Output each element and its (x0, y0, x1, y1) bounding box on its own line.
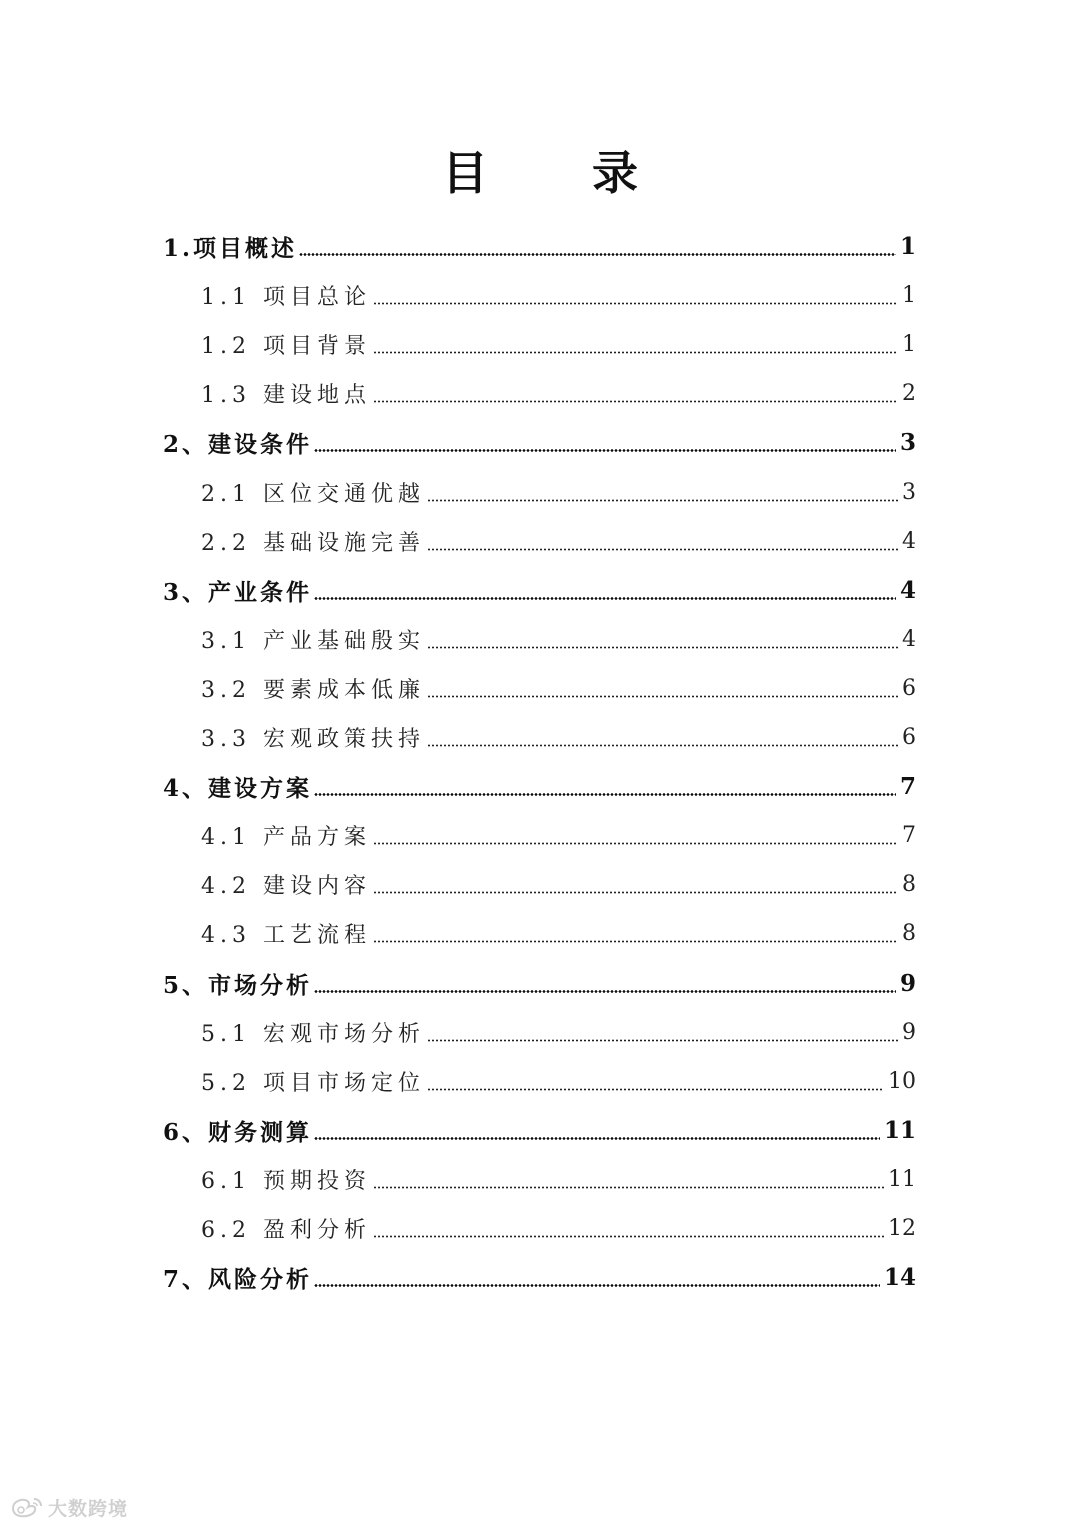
toc-entry-label: 1.2 项目背景 (201, 333, 371, 359)
toc-page-number: 11 (888, 1166, 916, 1192)
toc-chapter-row[interactable] (163, 226, 916, 266)
toc-section-row[interactable] (201, 521, 916, 561)
toc-page-number: 2 (902, 380, 916, 406)
toc-page-number: 8 (902, 871, 916, 897)
toc-entry-label: 1.3 建设地点 (201, 382, 371, 408)
toc-page-number: 9 (902, 1019, 916, 1045)
toc-entry-label: 4.3 工艺流程 (201, 922, 371, 948)
toc-entry-label: 3.1 产业基础殷实 (201, 628, 425, 654)
toc-dot-leader (427, 695, 898, 698)
toc-dot-leader (314, 1137, 880, 1140)
toc-dot-leader (314, 449, 896, 452)
toc-dot-leader (373, 302, 898, 305)
toc-dot-leader (373, 1186, 884, 1189)
toc-page-number: 7 (902, 822, 916, 848)
toc-page-number: 6 (902, 724, 916, 750)
toc-page-number: 1 (902, 282, 916, 308)
toc-section-row[interactable] (201, 1208, 916, 1248)
toc-page-number: 11 (883, 1116, 916, 1144)
toc-entry-label: 4.2 建设内容 (201, 873, 371, 899)
toc-dot-leader (314, 793, 896, 796)
toc-entry-label: 1.1 项目总论 (201, 284, 371, 310)
toc-entry-label: 3.3 宏观政策扶持 (201, 726, 425, 752)
toc-dot-leader (427, 499, 898, 502)
toc-entry-label: 3、产业条件 (163, 578, 313, 606)
toc-section-row[interactable] (201, 1159, 916, 1199)
toc-dot-leader (373, 1235, 884, 1238)
toc-chapter-row[interactable] (163, 766, 916, 806)
toc-entry-label: 5、市场分析 (163, 971, 313, 999)
toc-chapter-row[interactable] (163, 963, 916, 1003)
toc-entry-label: 1.项目概述 (163, 234, 298, 262)
toc-section-row[interactable] (201, 864, 916, 904)
toc-page-number: 4 (902, 528, 916, 554)
toc-page-number: 9 (899, 969, 916, 997)
toc-dot-leader (373, 400, 898, 403)
page-title: 目 录 (441, 146, 682, 200)
toc-dot-leader (373, 842, 898, 845)
toc-entry-label: 2.1 区位交通优越 (201, 481, 425, 507)
toc-section-row[interactable] (201, 324, 916, 364)
toc-page-number: 14 (883, 1263, 916, 1291)
toc-section-row[interactable] (201, 275, 916, 315)
toc-section-row[interactable] (201, 373, 916, 413)
toc-page-number: 6 (902, 675, 916, 701)
toc-entry-label: 4.1 产品方案 (201, 824, 371, 850)
toc-section-row[interactable] (201, 913, 916, 953)
toc-page-number: 12 (888, 1215, 916, 1241)
watermark-text: 大数跨境 (48, 1497, 129, 1520)
toc-entry-label: 3.2 要素成本低廉 (201, 677, 425, 703)
toc-page-number: 1 (899, 232, 916, 260)
watermark (10, 1492, 128, 1522)
toc-section-row[interactable] (201, 1012, 916, 1052)
toc-entry-label: 5.2 项目市场定位 (201, 1070, 425, 1096)
toc-page-number: 3 (902, 479, 916, 505)
toc-entry-label: 4、建设方案 (163, 774, 313, 802)
toc-entry-label: 6.1 预期投资 (201, 1168, 371, 1194)
toc-section-row[interactable] (201, 1061, 916, 1101)
toc-section-row[interactable] (201, 472, 916, 512)
toc-dot-leader (427, 646, 898, 649)
toc-section-row[interactable] (201, 668, 916, 708)
toc-entry-label: 5.1 宏观市场分析 (201, 1021, 425, 1047)
toc-entry-label: 7、风险分析 (163, 1265, 313, 1293)
toc-dot-leader (373, 351, 898, 354)
toc-dot-leader (427, 744, 898, 747)
toc-chapter-row[interactable] (163, 422, 916, 462)
toc-dot-leader (427, 1039, 898, 1042)
toc-dot-leader (314, 990, 896, 993)
toc-dot-leader (299, 253, 896, 256)
toc-page-number: 4 (899, 576, 916, 604)
toc-section-row[interactable] (201, 619, 916, 659)
toc-dot-leader (373, 940, 898, 943)
toc-chapter-row[interactable] (163, 1110, 916, 1150)
toc-entry-label: 6、财务测算 (163, 1118, 313, 1146)
toc-page-number: 7 (899, 772, 916, 800)
toc-chapter-row[interactable] (163, 570, 916, 610)
toc-dot-leader (314, 597, 896, 600)
toc-section-row[interactable] (201, 717, 916, 757)
toc-dot-leader (427, 1088, 884, 1091)
toc-dot-leader (314, 1284, 880, 1287)
toc-entry-label: 6.2 盈利分析 (201, 1217, 371, 1243)
toc-entry-label: 2.2 基础设施完善 (201, 530, 425, 556)
toc-page-number: 10 (888, 1068, 916, 1094)
toc-page-number: 3 (899, 428, 916, 456)
toc-page-number: 8 (902, 920, 916, 946)
toc-dot-leader (427, 548, 898, 551)
weibo-logo-icon (10, 1496, 44, 1518)
toc-page-number: 4 (902, 626, 916, 652)
toc-chapter-row[interactable] (163, 1257, 916, 1297)
toc-dot-leader (373, 891, 898, 894)
toc-section-row[interactable] (201, 815, 916, 855)
toc-entry-label: 2、建设条件 (163, 430, 313, 458)
toc-page-number: 1 (902, 331, 916, 357)
